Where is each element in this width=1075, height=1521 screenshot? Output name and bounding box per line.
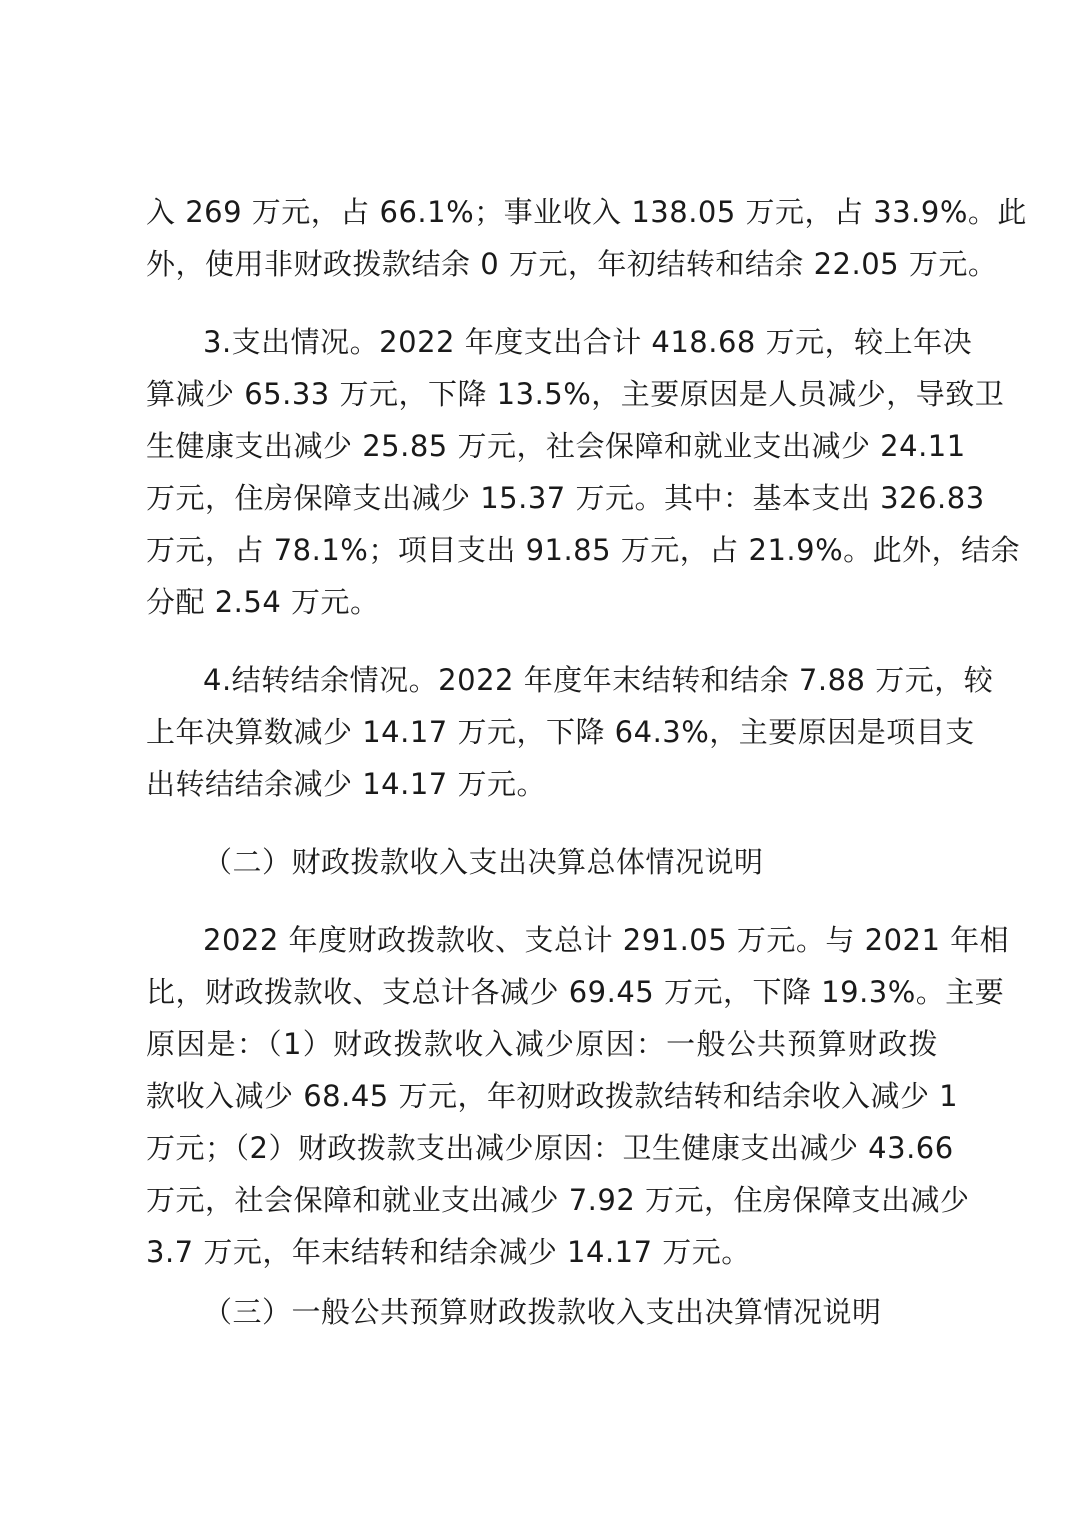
paragraph-line: 4.结转结余情况。2022 年度年末结转和结余 7.88 万元，较 [203,663,994,697]
paragraph-line: 算减少 65.33 万元，下降 13.5%，主要原因是人员减少，导致卫 [146,377,1005,411]
paragraph-line: 万元，住房保障支出减少 15.37 万元。其中：基本支出 326.83 [146,481,985,515]
section-heading: （三）一般公共预算财政拨款收入支出决算情况说明 [203,1295,882,1329]
paragraph-line: 款收入减少 68.45 万元，年初财政拨款结转和结余收入减少 1 [146,1079,959,1113]
paragraph-line: 入 269 万元，占 66.1%；事业收入 138.05 万元，占 33.9%。此 [146,195,1027,229]
paragraph-line: 比，财政拨款收、支总计各减少 69.45 万元，下降 19.3%。主要 [146,975,1005,1009]
section-heading: （二）财政拨款收入支出决算总体情况说明 [203,845,764,879]
paragraph-line: 3.支出情况。2022 年度支出合计 418.68 万元，较上年决 [203,325,973,359]
paragraph-line: 万元，占 78.1%；项目支出 91.85 万元，占 21.9%。此外，结余 [146,533,1021,567]
paragraph-line: 上年决算数减少 14.17 万元，下降 64.3%，主要原因是项目支 [146,715,975,749]
paragraph-line: 2022 年度财政拨款收、支总计 291.05 万元。与 2021 年相 [203,923,1010,957]
paragraph-line: 分配 2.54 万元。 [146,585,380,619]
paragraph-line: 万元，社会保障和就业支出减少 7.92 万元，住房保障支出减少 [146,1183,970,1217]
paragraph-line: 原因是：（1）财政拨款收入减少原因：一般公共预算财政拨 [146,1027,938,1061]
paragraph-line: 出转结结余减少 14.17 万元。 [146,767,546,801]
paragraph-line: 3.7 万元，年末结转和结余减少 14.17 万元。 [146,1235,751,1269]
paragraph-line: 万元；（2）财政拨款支出减少原因：卫生健康支出减少 43.66 [146,1131,954,1165]
paragraph-line: 外，使用非财政拨款结余 0 万元，年初结转和结余 22.05 万元。 [146,247,998,281]
paragraph-line: 生健康支出减少 25.85 万元，社会保障和就业支出减少 24.11 [146,429,966,463]
